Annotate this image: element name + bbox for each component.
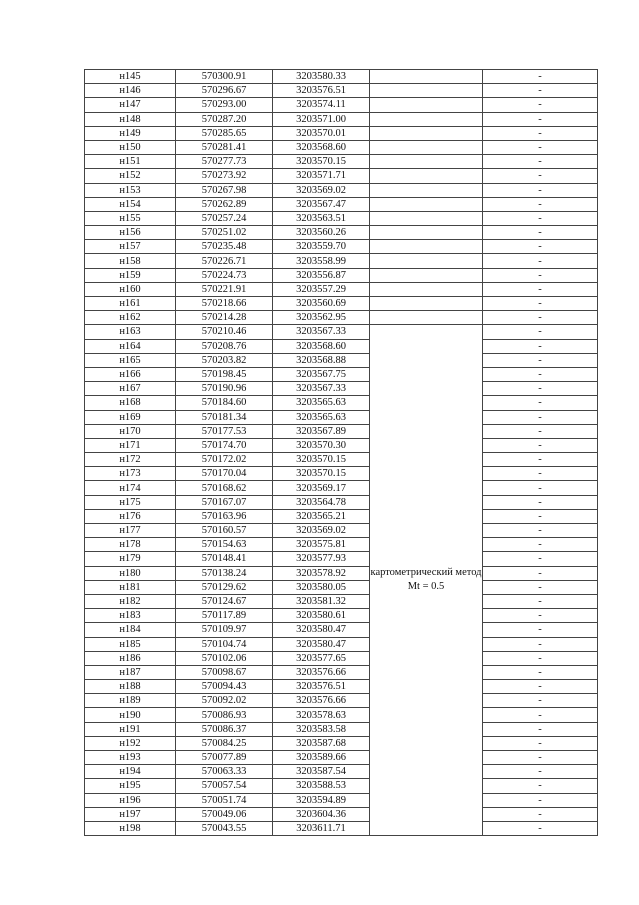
method-cell-empty [370, 282, 483, 296]
y-coordinate-cell: 3203575.81 [273, 538, 370, 552]
y-coordinate-cell: 3203571.71 [273, 169, 370, 183]
y-coordinate-cell: 3203569.02 [273, 524, 370, 538]
table-row [85, 155, 598, 169]
y-coordinate-cell: 3203567.33 [273, 325, 370, 339]
point-id-cell: н161 [85, 297, 176, 311]
table-row [85, 353, 598, 367]
method-cell-empty [370, 140, 483, 154]
y-coordinate-cell: 3203580.33 [273, 70, 370, 84]
y-coordinate-cell: 3203563.51 [273, 211, 370, 225]
dash-cell: - [483, 665, 598, 679]
point-id-cell: н176 [85, 509, 176, 523]
table-row [85, 751, 598, 765]
x-coordinate-cell: 570224.73 [176, 268, 273, 282]
method-cell-empty [370, 112, 483, 126]
x-coordinate-cell: 570170.04 [176, 467, 273, 481]
x-coordinate-cell: 570057.54 [176, 779, 273, 793]
dash-cell: - [483, 410, 598, 424]
point-id-cell: н171 [85, 438, 176, 452]
y-coordinate-cell: 3203611.71 [273, 821, 370, 835]
dash-cell: - [483, 297, 598, 311]
dash-cell: - [483, 751, 598, 765]
dash-cell: - [483, 282, 598, 296]
y-coordinate-cell: 3203580.05 [273, 580, 370, 594]
table-row [85, 665, 598, 679]
table-row [85, 807, 598, 821]
method-cell-empty [370, 155, 483, 169]
dash-cell: - [483, 197, 598, 211]
point-id-cell: н184 [85, 623, 176, 637]
point-id-cell: н172 [85, 453, 176, 467]
point-id-cell: н163 [85, 325, 176, 339]
table-row [85, 495, 598, 509]
method-cell-empty [370, 211, 483, 225]
dash-cell: - [483, 807, 598, 821]
dash-cell: - [483, 594, 598, 608]
point-id-cell: н182 [85, 594, 176, 608]
dash-cell: - [483, 651, 598, 665]
table-row [85, 339, 598, 353]
point-id-cell: н158 [85, 254, 176, 268]
dash-cell: - [483, 736, 598, 750]
table-row [85, 70, 598, 84]
x-coordinate-cell: 570077.89 [176, 751, 273, 765]
x-coordinate-cell: 570235.48 [176, 240, 273, 254]
coordinates-table [84, 69, 598, 836]
point-id-cell: н195 [85, 779, 176, 793]
point-id-cell: н178 [85, 538, 176, 552]
x-coordinate-cell: 570049.06 [176, 807, 273, 821]
dash-cell: - [483, 708, 598, 722]
point-id-cell: н193 [85, 751, 176, 765]
y-coordinate-cell: 3203580.47 [273, 637, 370, 651]
table-row [85, 424, 598, 438]
y-coordinate-cell: 3203577.65 [273, 651, 370, 665]
table-row [85, 98, 598, 112]
point-id-cell: н159 [85, 268, 176, 282]
dash-cell: - [483, 623, 598, 637]
y-coordinate-cell: 3203578.92 [273, 566, 370, 580]
dash-cell: - [483, 467, 598, 481]
table-row [85, 126, 598, 140]
y-coordinate-cell: 3203583.58 [273, 722, 370, 736]
x-coordinate-cell: 570086.37 [176, 722, 273, 736]
table-row [85, 410, 598, 424]
x-coordinate-cell: 570174.70 [176, 438, 273, 452]
y-coordinate-cell: 3203580.47 [273, 623, 370, 637]
x-coordinate-cell: 570086.93 [176, 708, 273, 722]
y-coordinate-cell: 3203576.66 [273, 694, 370, 708]
y-coordinate-cell: 3203560.26 [273, 226, 370, 240]
table-row [85, 211, 598, 225]
y-coordinate-cell: 3203574.11 [273, 98, 370, 112]
y-coordinate-cell: 3203557.29 [273, 282, 370, 296]
point-id-cell: н177 [85, 524, 176, 538]
method-cell-empty [370, 226, 483, 240]
dash-cell: - [483, 538, 598, 552]
dash-cell: - [483, 98, 598, 112]
dash-cell: - [483, 183, 598, 197]
x-coordinate-cell: 570138.24 [176, 566, 273, 580]
y-coordinate-cell: 3203565.63 [273, 396, 370, 410]
y-coordinate-cell: 3203580.61 [273, 609, 370, 623]
y-coordinate-cell: 3203567.75 [273, 367, 370, 381]
x-coordinate-cell: 570092.02 [176, 694, 273, 708]
dash-cell: - [483, 793, 598, 807]
table-row [85, 325, 598, 339]
point-id-cell: н181 [85, 580, 176, 594]
y-coordinate-cell: 3203570.15 [273, 453, 370, 467]
table-row [85, 226, 598, 240]
method-cell-empty [370, 169, 483, 183]
point-id-cell: н186 [85, 651, 176, 665]
dash-cell: - [483, 140, 598, 154]
point-id-cell: н145 [85, 70, 176, 84]
method-cell: картометрический метод Mt = 0.5 [370, 325, 483, 836]
y-coordinate-cell: 3203562.95 [273, 311, 370, 325]
dash-cell: - [483, 609, 598, 623]
x-coordinate-cell: 570160.57 [176, 524, 273, 538]
point-id-cell: н157 [85, 240, 176, 254]
method-cell-empty [370, 197, 483, 211]
y-coordinate-cell: 3203569.17 [273, 481, 370, 495]
x-coordinate-cell: 570168.62 [176, 481, 273, 495]
point-id-cell: н155 [85, 211, 176, 225]
y-coordinate-cell: 3203567.89 [273, 424, 370, 438]
point-id-cell: н185 [85, 637, 176, 651]
method-cell-empty [370, 183, 483, 197]
y-coordinate-cell: 3203568.88 [273, 353, 370, 367]
table-row [85, 566, 598, 580]
table-row [85, 112, 598, 126]
table-row [85, 282, 598, 296]
point-id-cell: н198 [85, 821, 176, 835]
point-id-cell: н175 [85, 495, 176, 509]
dash-cell: - [483, 424, 598, 438]
point-id-cell: н189 [85, 694, 176, 708]
table-row [85, 268, 598, 282]
table-row [85, 779, 598, 793]
dash-cell: - [483, 254, 598, 268]
point-id-cell: н166 [85, 367, 176, 381]
point-id-cell: н192 [85, 736, 176, 750]
point-id-cell: н152 [85, 169, 176, 183]
x-coordinate-cell: 570281.41 [176, 140, 273, 154]
x-coordinate-cell: 570210.46 [176, 325, 273, 339]
table-row [85, 552, 598, 566]
x-coordinate-cell: 570267.98 [176, 183, 273, 197]
point-id-cell: н183 [85, 609, 176, 623]
x-coordinate-cell: 570129.62 [176, 580, 273, 594]
method-cell-empty [370, 84, 483, 98]
y-coordinate-cell: 3203589.66 [273, 751, 370, 765]
y-coordinate-cell: 3203576.51 [273, 84, 370, 98]
method-cell-empty [370, 240, 483, 254]
x-coordinate-cell: 570102.06 [176, 651, 273, 665]
table-row [85, 680, 598, 694]
y-coordinate-cell: 3203577.93 [273, 552, 370, 566]
y-coordinate-cell: 3203560.69 [273, 297, 370, 311]
x-coordinate-cell: 570051.74 [176, 793, 273, 807]
point-id-cell: н146 [85, 84, 176, 98]
point-id-cell: н170 [85, 424, 176, 438]
dash-cell: - [483, 821, 598, 835]
table-row [85, 651, 598, 665]
dash-cell: - [483, 694, 598, 708]
dash-cell: - [483, 509, 598, 523]
point-id-cell: н194 [85, 765, 176, 779]
dash-cell: - [483, 680, 598, 694]
y-coordinate-cell: 3203587.54 [273, 765, 370, 779]
dash-cell: - [483, 566, 598, 580]
y-coordinate-cell: 3203570.30 [273, 438, 370, 452]
x-coordinate-cell: 570296.67 [176, 84, 273, 98]
table-row [85, 297, 598, 311]
table-row [85, 84, 598, 98]
point-id-cell: н197 [85, 807, 176, 821]
x-coordinate-cell: 570273.92 [176, 169, 273, 183]
table-body [85, 70, 598, 836]
table-row [85, 509, 598, 523]
point-id-cell: н188 [85, 680, 176, 694]
point-id-cell: н148 [85, 112, 176, 126]
table-row [85, 183, 598, 197]
method-cell-empty [370, 70, 483, 84]
table-row [85, 396, 598, 410]
point-id-cell: н149 [85, 126, 176, 140]
dash-cell: - [483, 226, 598, 240]
y-coordinate-cell: 3203567.33 [273, 382, 370, 396]
x-coordinate-cell: 570285.65 [176, 126, 273, 140]
point-id-cell: н168 [85, 396, 176, 410]
dash-cell: - [483, 495, 598, 509]
table-row [85, 382, 598, 396]
dash-cell: - [483, 524, 598, 538]
y-coordinate-cell: 3203578.63 [273, 708, 370, 722]
x-coordinate-cell: 570124.67 [176, 594, 273, 608]
y-coordinate-cell: 3203567.47 [273, 197, 370, 211]
point-id-cell: н156 [85, 226, 176, 240]
dash-cell: - [483, 211, 598, 225]
method-cell-empty [370, 254, 483, 268]
point-id-cell: н167 [85, 382, 176, 396]
x-coordinate-cell: 570148.41 [176, 552, 273, 566]
y-coordinate-cell: 3203576.51 [273, 680, 370, 694]
y-coordinate-cell: 3203568.60 [273, 140, 370, 154]
dash-cell: - [483, 268, 598, 282]
y-coordinate-cell: 3203568.60 [273, 339, 370, 353]
dash-cell: - [483, 155, 598, 169]
table-row [85, 538, 598, 552]
x-coordinate-cell: 570181.34 [176, 410, 273, 424]
x-coordinate-cell: 570098.67 [176, 665, 273, 679]
table-row [85, 438, 598, 452]
dash-cell: - [483, 765, 598, 779]
method-cell-empty [370, 311, 483, 325]
dash-cell: - [483, 722, 598, 736]
y-coordinate-cell: 3203571.00 [273, 112, 370, 126]
x-coordinate-cell: 570262.89 [176, 197, 273, 211]
table-row [85, 609, 598, 623]
dash-cell: - [483, 311, 598, 325]
table-row [85, 821, 598, 835]
dash-cell: - [483, 481, 598, 495]
x-coordinate-cell: 570208.76 [176, 339, 273, 353]
dash-cell: - [483, 339, 598, 353]
table-row [85, 140, 598, 154]
dash-cell: - [483, 637, 598, 651]
dash-cell: - [483, 438, 598, 452]
x-coordinate-cell: 570043.55 [176, 821, 273, 835]
dash-cell: - [483, 353, 598, 367]
table-row [85, 367, 598, 381]
point-id-cell: н147 [85, 98, 176, 112]
x-coordinate-cell: 570109.97 [176, 623, 273, 637]
table-row [85, 524, 598, 538]
point-id-cell: н164 [85, 339, 176, 353]
y-coordinate-cell: 3203570.01 [273, 126, 370, 140]
y-coordinate-cell: 3203570.15 [273, 155, 370, 169]
dash-cell: - [483, 126, 598, 140]
table-row [85, 467, 598, 481]
y-coordinate-cell: 3203570.15 [273, 467, 370, 481]
point-id-cell: н162 [85, 311, 176, 325]
x-coordinate-cell: 570277.73 [176, 155, 273, 169]
dash-cell: - [483, 552, 598, 566]
table-row [85, 453, 598, 467]
dash-cell: - [483, 70, 598, 84]
x-coordinate-cell: 570293.00 [176, 98, 273, 112]
point-id-cell: н190 [85, 708, 176, 722]
y-coordinate-cell: 3203576.66 [273, 665, 370, 679]
x-coordinate-cell: 570154.63 [176, 538, 273, 552]
x-coordinate-cell: 570203.82 [176, 353, 273, 367]
point-id-cell: н151 [85, 155, 176, 169]
x-coordinate-cell: 570190.96 [176, 382, 273, 396]
dash-cell: - [483, 382, 598, 396]
x-coordinate-cell: 570218.66 [176, 297, 273, 311]
dash-cell: - [483, 779, 598, 793]
table-row [85, 240, 598, 254]
point-id-cell: н187 [85, 665, 176, 679]
x-coordinate-cell: 570172.02 [176, 453, 273, 467]
x-coordinate-cell: 570221.91 [176, 282, 273, 296]
table-row [85, 481, 598, 495]
x-coordinate-cell: 570104.74 [176, 637, 273, 651]
y-coordinate-cell: 3203569.02 [273, 183, 370, 197]
y-coordinate-cell: 3203588.53 [273, 779, 370, 793]
table-row [85, 793, 598, 807]
table-row [85, 765, 598, 779]
table-row [85, 637, 598, 651]
y-coordinate-cell: 3203587.68 [273, 736, 370, 750]
y-coordinate-cell: 3203556.87 [273, 268, 370, 282]
y-coordinate-cell: 3203564.78 [273, 495, 370, 509]
table-row [85, 708, 598, 722]
x-coordinate-cell: 570198.45 [176, 367, 273, 381]
dash-cell: - [483, 169, 598, 183]
point-id-cell: н180 [85, 566, 176, 580]
table-row [85, 736, 598, 750]
table-row [85, 580, 598, 594]
x-coordinate-cell: 570117.89 [176, 609, 273, 623]
x-coordinate-cell: 570287.20 [176, 112, 273, 126]
table-row [85, 722, 598, 736]
x-coordinate-cell: 570226.71 [176, 254, 273, 268]
method-cell-empty [370, 297, 483, 311]
table-row [85, 254, 598, 268]
point-id-cell: н174 [85, 481, 176, 495]
dash-cell: - [483, 112, 598, 126]
dash-cell: - [483, 240, 598, 254]
dash-cell: - [483, 580, 598, 594]
x-coordinate-cell: 570251.02 [176, 226, 273, 240]
table-row [85, 694, 598, 708]
point-id-cell: н179 [85, 552, 176, 566]
y-coordinate-cell: 3203565.63 [273, 410, 370, 424]
point-id-cell: н165 [85, 353, 176, 367]
method-cell-empty [370, 126, 483, 140]
point-id-cell: н173 [85, 467, 176, 481]
x-coordinate-cell: 570184.60 [176, 396, 273, 410]
dash-cell: - [483, 84, 598, 98]
point-id-cell: н150 [85, 140, 176, 154]
table-row [85, 311, 598, 325]
dash-cell: - [483, 453, 598, 467]
point-id-cell: н153 [85, 183, 176, 197]
y-coordinate-cell: 3203559.70 [273, 240, 370, 254]
x-coordinate-cell: 570214.28 [176, 311, 273, 325]
point-id-cell: н160 [85, 282, 176, 296]
dash-cell: - [483, 367, 598, 381]
dash-cell: - [483, 396, 598, 410]
table-row [85, 197, 598, 211]
x-coordinate-cell: 570167.07 [176, 495, 273, 509]
y-coordinate-cell: 3203594.89 [273, 793, 370, 807]
x-coordinate-cell: 570177.53 [176, 424, 273, 438]
x-coordinate-cell: 570084.25 [176, 736, 273, 750]
y-coordinate-cell: 3203565.21 [273, 509, 370, 523]
table-row [85, 623, 598, 637]
point-id-cell: н191 [85, 722, 176, 736]
x-coordinate-cell: 570163.96 [176, 509, 273, 523]
table-row [85, 594, 598, 608]
x-coordinate-cell: 570300.91 [176, 70, 273, 84]
dash-cell: - [483, 325, 598, 339]
y-coordinate-cell: 3203581.32 [273, 594, 370, 608]
point-id-cell: н196 [85, 793, 176, 807]
table-row [85, 169, 598, 183]
method-cell-empty [370, 98, 483, 112]
y-coordinate-cell: 3203604.36 [273, 807, 370, 821]
point-id-cell: н154 [85, 197, 176, 211]
x-coordinate-cell: 570063.33 [176, 765, 273, 779]
x-coordinate-cell: 570094.43 [176, 680, 273, 694]
x-coordinate-cell: 570257.24 [176, 211, 273, 225]
point-id-cell: н169 [85, 410, 176, 424]
y-coordinate-cell: 3203558.99 [273, 254, 370, 268]
method-cell-empty [370, 268, 483, 282]
